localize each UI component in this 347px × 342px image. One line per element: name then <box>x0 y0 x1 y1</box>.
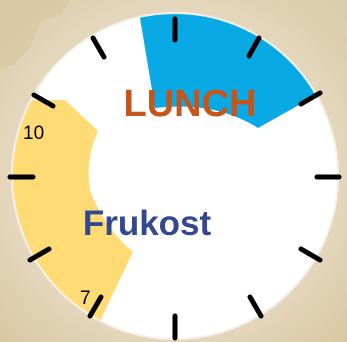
hour-label-10: 10 <box>23 123 45 144</box>
hour-label-7: 7 <box>80 288 91 309</box>
breakfast-label: Frukost <box>82 204 212 243</box>
lunch-label: LUNCH <box>123 83 257 125</box>
